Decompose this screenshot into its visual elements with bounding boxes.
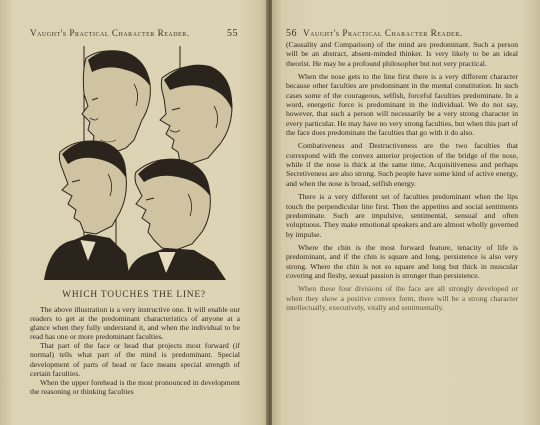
left-paragraph-2: That part of the face or head that projects most forward (if normal) tells what part of the mind is predominant. Special development of parts of head or face means special strength of certain faculties. xyxy=(30,341,240,378)
right-paragraph-6: When these four divisions of the face are all strongly developed or when they show a positive convex form, there will be a strong character intellectually, executively, vitally and sentimentally. xyxy=(286,284,518,312)
left-page xyxy=(0,0,268,425)
left-page-number: 55 xyxy=(227,28,238,39)
left-body-text xyxy=(30,305,240,396)
four-profiles-illustration xyxy=(30,44,238,284)
right-paragraph-4: There is a very different set of faculties predominant when the lips touch the perpendicular line first. Then the appetites and social sentiments predominate. Such are impulsive, sentimental, sensual and often voluptuous. They make emotional speakers and are almost wholly governed by impulse. xyxy=(286,192,518,239)
right-running-head-title: Vaught's Practical Character Reader. xyxy=(303,28,463,38)
left-paragraph-3: When the upper forehead is the most pronounced in development the reasoning or thinking faculties xyxy=(30,377,240,396)
right-page xyxy=(272,0,540,425)
profile-lips-man xyxy=(44,141,130,281)
right-body-text xyxy=(286,40,518,316)
right-paragraph-2: When the nose gets to the line first there is a very different character because other faculties are predominant in the mental constitution. In such cases some of the courageous, selfish, forceful faculties predominate. In a word, energetic force is predominant in the individual. We do not say, however, that such a person will necessarily be a very strong character in every particular. He may have no very strong faculties, but when this part of the face does predominate the faculties that go with it do also. xyxy=(286,72,518,138)
profile-nose-man xyxy=(160,65,232,164)
right-paragraph-1: (Causality and Comparison) of the mind are predominant. Such a person will be an abstract, absent-minded thinker. Is very likely to be an ideal theorist. He may be a profound philosopher but not very practical. xyxy=(286,40,518,68)
right-paragraph-5: Where the chin is the most forward feature, tenacity of life is predominant, and if the chin is square and long, persistence is also very strong. Where the chin is not so square and long but thick in muscular covering and fleshy, sexual passion is stronger than persistence. xyxy=(286,242,518,280)
left-running-head xyxy=(30,28,238,39)
right-running-head xyxy=(286,28,516,39)
left-paragraph-1: The above illustration is a very instructive one. It will enable our readers to get at the predominant characteristics of anyone at a glance when they fully understand it, and when the individual to be read has one or more predominant faculties. xyxy=(30,305,240,342)
right-page-number: 56 xyxy=(286,28,297,39)
left-running-head-title: Vaught's Practical Character Reader. xyxy=(30,28,190,38)
profile-forehead-man xyxy=(82,50,150,154)
profile-chin-man xyxy=(126,159,226,280)
illustration-caption: WHICH TOUCHES THE LINE? xyxy=(62,290,206,300)
right-paragraph-3: Combativeness and Destructiveness are the two faculties that correspond with the convex anterior projection of the bridge of the nose, while if the nose is thick at the same time, Acquisitiveness and perhaps Secretiveness are also strong. Such people have some kind of active energy, and when the nose is broad, selfish energy. xyxy=(286,141,518,188)
